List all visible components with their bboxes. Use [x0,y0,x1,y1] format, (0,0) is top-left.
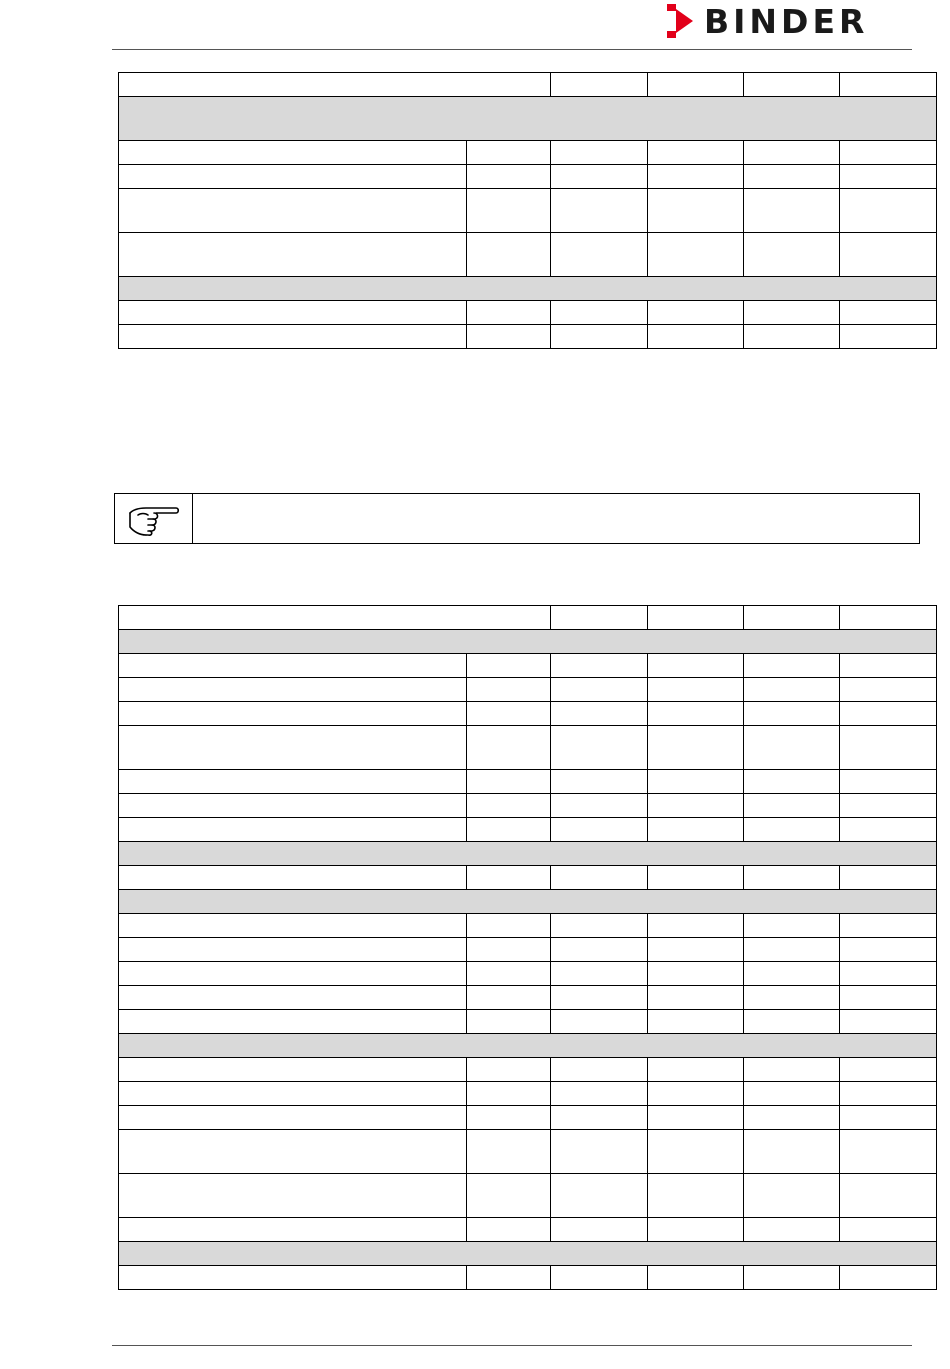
section-row [119,277,937,301]
table-row [119,233,937,277]
table-row [119,726,937,770]
logo-wordmark: BINDER [704,1,869,41]
section-row [119,630,937,654]
section-row [119,1242,937,1266]
table-row [119,325,937,349]
table-header-row [119,73,937,97]
header-divider [112,49,912,50]
table-row [119,1218,937,1242]
table-row [119,818,937,842]
table-row [119,301,937,325]
table-row [119,702,937,726]
table-row [119,1106,937,1130]
table-row [119,1266,937,1290]
table-row [119,678,937,702]
table-row [119,866,937,890]
table-row [119,1130,937,1174]
table-row [119,794,937,818]
table-row [119,914,937,938]
table-row [119,1174,937,1218]
binder-logo [664,2,914,40]
section-row [119,97,937,141]
table-row [119,986,937,1010]
table-row [119,1010,937,1034]
table-row [119,962,937,986]
pointing-hand-icon [126,499,182,539]
note-box [114,493,920,544]
binder-arrow-icon [664,3,696,39]
section-row [119,1034,937,1058]
table-row [119,654,937,678]
table-row [119,1082,937,1106]
table-row [119,938,937,962]
table-row [119,141,937,165]
note-icon-cell [115,494,193,543]
specs-table-1 [118,72,937,349]
note-text [193,494,919,543]
section-row [119,890,937,914]
table-header-row [119,606,937,630]
table-row [119,1058,937,1082]
table-row [119,189,937,233]
footer-divider [112,1345,912,1346]
specs-table-2 [118,605,937,1290]
section-row [119,842,937,866]
table-row [119,770,937,794]
table-row [119,165,937,189]
